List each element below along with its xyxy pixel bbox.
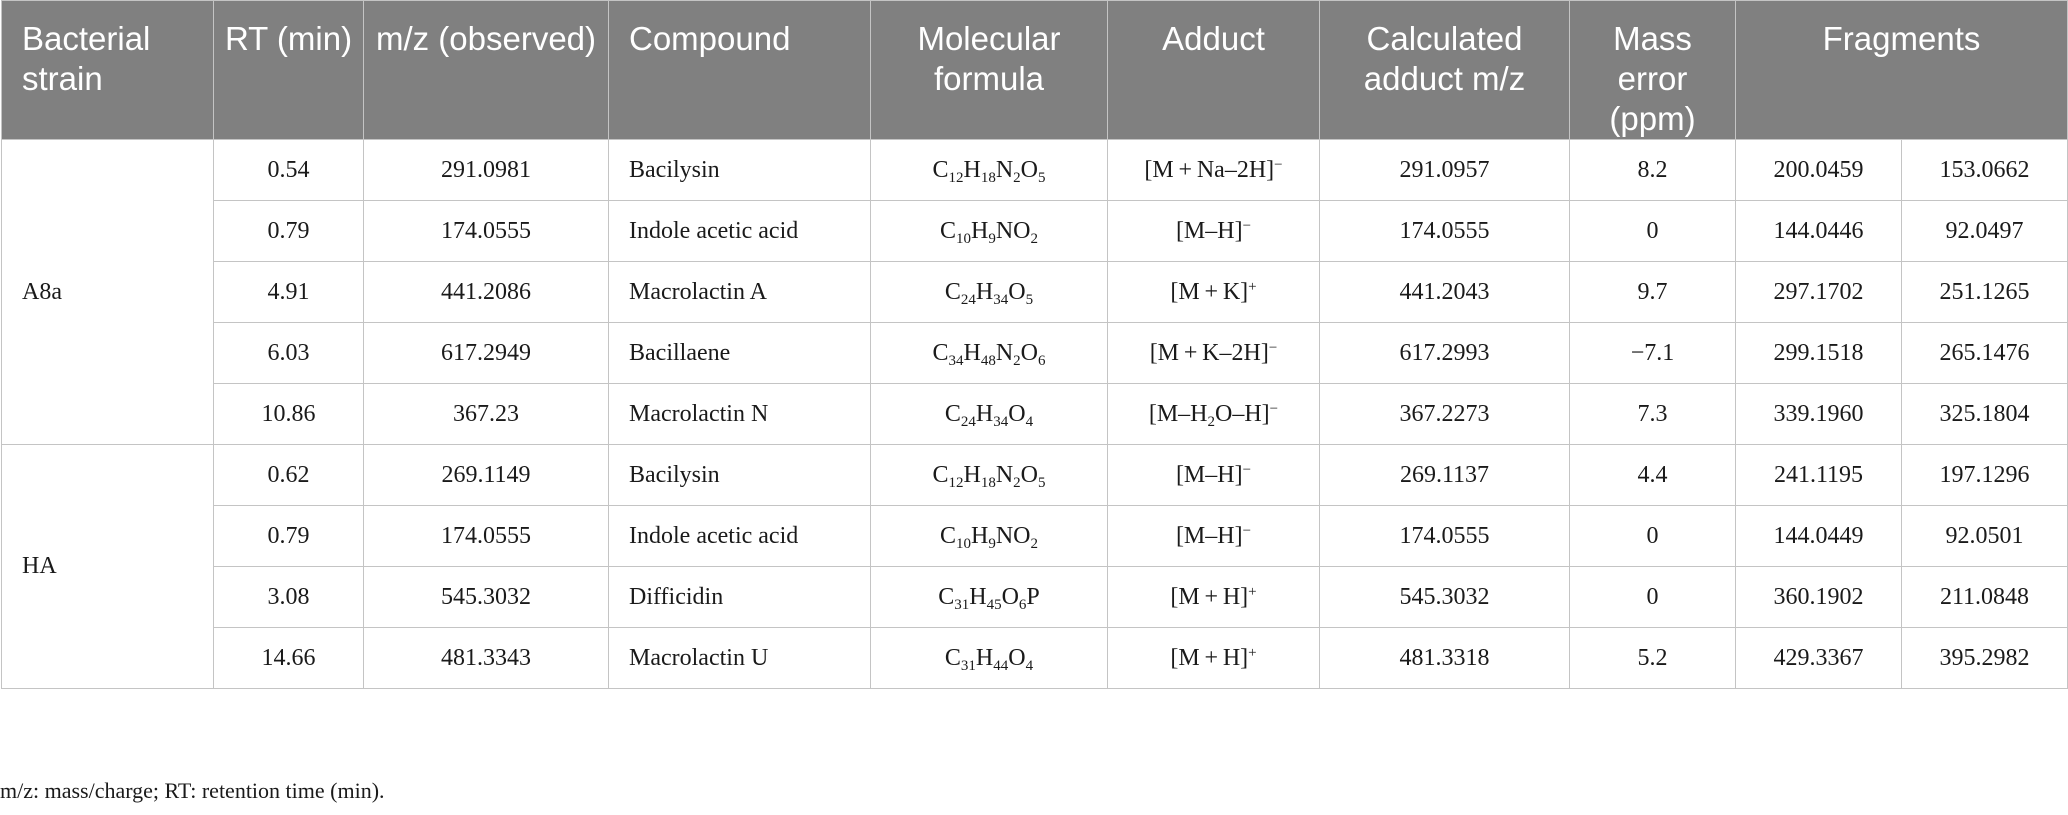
header-fragments: Fragments [1736, 1, 2068, 140]
fragment-1-cell: 360.1902 [1736, 567, 1902, 628]
header-calculated-adduct-mz: Calculated adduct m/z [1320, 1, 1570, 140]
fragment-2-cell: 92.0501 [1902, 506, 2068, 567]
molecular-formula-cell: $C_{31}H_{44}O_4$ [871, 628, 1108, 689]
molecular-formula-cell: $C_{10}H_9NO_2$ [871, 506, 1108, 567]
fragment-1-cell: 299.1518 [1736, 323, 1902, 384]
strain-cell: HA [2, 445, 214, 689]
calculated-mz-cell: 617.2993 [1320, 323, 1570, 384]
table-row [2, 201, 2068, 262]
header-compound: Compound [609, 1, 871, 140]
adduct-cell: $[M-H_2O-H]^-$ [1108, 384, 1320, 445]
fragment-1-cell: 339.1960 [1736, 384, 1902, 445]
table-row [2, 140, 2068, 201]
calculated-mz-cell: 481.3318 [1320, 628, 1570, 689]
adduct-cell: [M–H]− [1108, 201, 1320, 262]
fragment-1-cell: 144.0449 [1736, 506, 1902, 567]
calculated-mz-cell: 291.0957 [1320, 140, 1570, 201]
rt-cell: 0.62 [214, 445, 364, 506]
compound-cell: Bacilysin [609, 445, 871, 506]
rt-cell: 0.54 [214, 140, 364, 201]
adduct-cell: [M + K–2H]− [1108, 323, 1320, 384]
mz-observed-cell: 269.1149 [364, 445, 609, 506]
molecular-formula-cell: $C_{12}H_{18}N_2O_5$ [871, 445, 1108, 506]
molecular-formula-cell: $C_{24}H_{34}O_5$ [871, 262, 1108, 323]
header-adduct: Adduct [1108, 1, 1320, 140]
mz-observed-cell: 174.0555 [364, 201, 609, 262]
mass-error-cell: −7.1 [1570, 323, 1736, 384]
mass-error-cell: 0 [1570, 201, 1736, 262]
table-row [2, 323, 2068, 384]
strain-cell: A8a [2, 140, 214, 445]
header-mz-observed: m/z (observed) [364, 1, 609, 140]
rt-cell: 0.79 [214, 201, 364, 262]
table-body [2, 140, 2068, 689]
rt-cell: 0.79 [214, 506, 364, 567]
mz-observed-cell: 367.23 [364, 384, 609, 445]
calculated-mz-cell: 174.0555 [1320, 201, 1570, 262]
fragment-2-cell: 395.2982 [1902, 628, 2068, 689]
mass-error-cell: 5.2 [1570, 628, 1736, 689]
header-mass-error: Mass error (ppm) [1570, 1, 1736, 140]
rt-cell: 10.86 [214, 384, 364, 445]
mass-error-cell: 8.2 [1570, 140, 1736, 201]
mz-observed-cell: 617.2949 [364, 323, 609, 384]
molecular-formula-cell: $C_{34}H_{48}N_2O_6$ [871, 323, 1108, 384]
calculated-mz-cell: 174.0555 [1320, 506, 1570, 567]
header-row [2, 1, 2068, 140]
results-table [1, 0, 2068, 689]
fragment-1-cell: 241.1195 [1736, 445, 1902, 506]
fragment-2-cell: 153.0662 [1902, 140, 2068, 201]
fragment-2-cell: 211.0848 [1902, 567, 2068, 628]
adduct-cell: [M–H]− [1108, 445, 1320, 506]
molecular-formula-cell: $C_{10}H_9NO_2$ [871, 201, 1108, 262]
table-row [2, 567, 2068, 628]
compound-cell: Difficidin [609, 567, 871, 628]
header-bacterial-strain: Bacterial strain [2, 1, 214, 140]
mz-observed-cell: 174.0555 [364, 506, 609, 567]
calculated-mz-cell: 367.2273 [1320, 384, 1570, 445]
header-rt: RT (min) [214, 1, 364, 140]
table-row [2, 262, 2068, 323]
mz-observed-cell: 441.2086 [364, 262, 609, 323]
adduct-cell: [M–H]− [1108, 506, 1320, 567]
compound-cell: Macrolactin A [609, 262, 871, 323]
mass-error-cell: 0 [1570, 506, 1736, 567]
adduct-cell: [M + K]+ [1108, 262, 1320, 323]
calculated-mz-cell: 545.3032 [1320, 567, 1570, 628]
fragment-2-cell: 265.1476 [1902, 323, 2068, 384]
adduct-cell: [M + Na–2H]− [1108, 140, 1320, 201]
header-molecular-formula: Molecular formula [871, 1, 1108, 140]
table-footnote: m/z: mass/charge; RT: retention time (min). [0, 778, 385, 803]
fragment-1-cell: 200.0459 [1736, 140, 1902, 201]
fragment-1-cell: 429.3367 [1736, 628, 1902, 689]
table-row [2, 445, 2068, 506]
fragment-1-cell: 297.1702 [1736, 262, 1902, 323]
rt-cell: 14.66 [214, 628, 364, 689]
table-row [2, 506, 2068, 567]
table-row [2, 628, 2068, 689]
calculated-mz-cell: 269.1137 [1320, 445, 1570, 506]
table-row [2, 384, 2068, 445]
fragment-2-cell: 325.1804 [1902, 384, 2068, 445]
rt-cell: 4.91 [214, 262, 364, 323]
mz-observed-cell: 481.3343 [364, 628, 609, 689]
rt-cell: 3.08 [214, 567, 364, 628]
mz-observed-cell: 545.3032 [364, 567, 609, 628]
molecular-formula-cell: $C_{31}H_{45}O_6P$ [871, 567, 1108, 628]
compound-cell: Indole acetic acid [609, 506, 871, 567]
adduct-cell: [M + H]+ [1108, 567, 1320, 628]
compound-cell: Macrolactin N [609, 384, 871, 445]
calculated-mz-cell: 441.2043 [1320, 262, 1570, 323]
mz-observed-cell: 291.0981 [364, 140, 609, 201]
fragment-2-cell: 197.1296 [1902, 445, 2068, 506]
compound-cell: Bacilysin [609, 140, 871, 201]
mass-error-cell: 0 [1570, 567, 1736, 628]
adduct-cell: [M + H]+ [1108, 628, 1320, 689]
molecular-formula-cell: $C_{24}H_{34}O_4$ [871, 384, 1108, 445]
compound-cell: Macrolactin U [609, 628, 871, 689]
table-header [2, 1, 2068, 140]
mass-error-cell: 4.4 [1570, 445, 1736, 506]
mass-error-cell: 9.7 [1570, 262, 1736, 323]
molecular-formula-cell: $C_{12}H_{18}N_2O_5$ [871, 140, 1108, 201]
fragment-2-cell: 92.0497 [1902, 201, 2068, 262]
compound-cell: Bacillaene [609, 323, 871, 384]
mass-error-cell: 7.3 [1570, 384, 1736, 445]
compound-cell: Indole acetic acid [609, 201, 871, 262]
fragment-2-cell: 251.1265 [1902, 262, 2068, 323]
rt-cell: 6.03 [214, 323, 364, 384]
fragment-1-cell: 144.0446 [1736, 201, 1902, 262]
